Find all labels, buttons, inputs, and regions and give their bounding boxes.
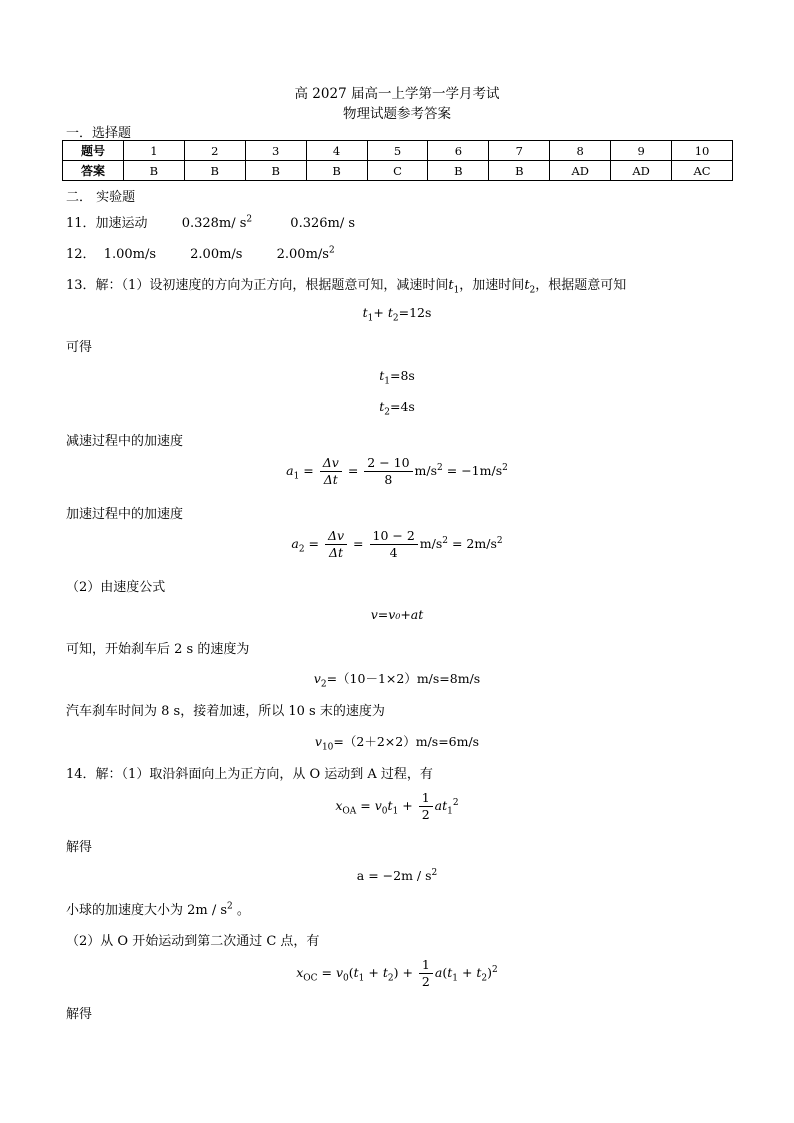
- eq-xoa: $x_{OA} = v_0t_1$ + $\frac{1}{2}$ $at_1^2$: [335, 790, 459, 822]
- table-cell: 2: [184, 141, 245, 161]
- table-cell: AC: [672, 161, 733, 181]
- q12-prefix: 12．: [66, 247, 96, 262]
- table-cell: AD: [611, 161, 672, 181]
- eq-t1: $t_1=8s$: [379, 368, 415, 387]
- table-cell: 9: [611, 141, 672, 161]
- q11-prefix: 11．加速运动: [66, 216, 148, 231]
- table-cell: 6: [428, 141, 489, 161]
- eq-t2: $t_2=4s$: [379, 399, 415, 418]
- kezhi-label: 可知，开始刹车后 2 s 的速度为: [66, 642, 250, 657]
- section-2-heading: 二． 实验题: [66, 190, 136, 205]
- eq-velocity-formula: v=v₀+at: [370, 607, 424, 622]
- table-cell: 3: [245, 141, 306, 161]
- q12-line: [66, 243, 335, 262]
- q14-part2: （2）从 O 开始运动到第二次通过 C 点，有: [66, 934, 320, 949]
- table-cell-label: 题号: [63, 141, 124, 161]
- eq-xoc: $x_{OC} = v_0(t_1 + t_2)$ + $\frac{1}{2}$ $a(t_1 + t_2)^2$: [296, 957, 498, 989]
- q13-intro: 13．解：（1）设初速度的方向为正方向，根据题意可知，减速时间$t_1$，加速时间$t_2$，根据题意可知: [66, 278, 627, 296]
- q13-part2: （2）由速度公式: [66, 580, 166, 595]
- decel-label: 减速过程中的加速度: [66, 434, 184, 449]
- table-cell: B: [306, 161, 367, 181]
- table-cell: 7: [489, 141, 550, 161]
- table-cell: 10: [672, 141, 733, 161]
- table-cell: B: [123, 161, 184, 181]
- q11-value-1: 0.328m/ $s^2$: [181, 214, 253, 231]
- kede-label: 可得: [66, 340, 93, 355]
- eq-a1: $a_1$ = $\frac{\Delta v}{\Delta t}$ = $\frac{2 - 10}{8}$ $m/s^2 = -1m/s^2$: [286, 455, 508, 487]
- eq-v2: $v_2=(10-1\times 2)m/s=8m/s$: [313, 671, 481, 690]
- q11-line: [66, 212, 355, 231]
- table-cell-label: 答案: [63, 161, 124, 181]
- table-cell: 8: [550, 141, 611, 161]
- doc-title: 高 2027 届高一上学第一学月考试: [294, 86, 500, 102]
- table-cell: 4: [306, 141, 367, 161]
- accel-label: 加速过程中的加速度: [66, 507, 184, 522]
- table-row-answers: [63, 161, 733, 181]
- table-cell: 1: [123, 141, 184, 161]
- eq-t-sum: $t_1+ t_2=12s$: [362, 305, 432, 324]
- q14-intro: 14．解：（1）取沿斜面向上为正方向，从 O 运动到 A 过程，有: [66, 767, 433, 782]
- table-cell: B: [184, 161, 245, 181]
- table-cell: AD: [550, 161, 611, 181]
- q12-value-2: 2.00m/s: [190, 247, 243, 262]
- table-cell: 5: [367, 141, 428, 161]
- jiede-1: 解得: [66, 840, 93, 855]
- brake-text: 汽车刹车时间为 8 s，接着加速，所以 10 s 末的速度为: [66, 704, 385, 719]
- table-row-numbers: [63, 141, 733, 161]
- eq-v10: $v_{10}=(2+2\times 2)m/s=6m/s$: [314, 734, 480, 753]
- table-cell: C: [367, 161, 428, 181]
- doc-subtitle: 物理试题参考答案: [343, 106, 451, 122]
- table-cell: B: [428, 161, 489, 181]
- eq-a2: $a_2$ = $\frac{\Delta v}{\Delta t}$ = $\frac{10 - 2}{4}$ $m/s^2 = 2m/s^2$: [291, 528, 503, 560]
- q12-value-1: 1.00m/s: [103, 247, 157, 262]
- table-cell: B: [245, 161, 306, 181]
- q12-value-3: $2.00m/s^2$: [276, 245, 335, 262]
- q11-value-2: 0.326m/ s: [290, 216, 356, 231]
- eq-a-result: $a = -2m / s^2$: [356, 868, 438, 884]
- table-cell: B: [489, 161, 550, 181]
- answer-table: [62, 140, 733, 181]
- accel-magnitude-text: 小球的加速度大小为 $2m / s^2$ 。: [66, 901, 250, 918]
- section-1-heading: 一．选择题: [66, 126, 132, 141]
- jiede-2: 解得: [66, 1007, 93, 1022]
